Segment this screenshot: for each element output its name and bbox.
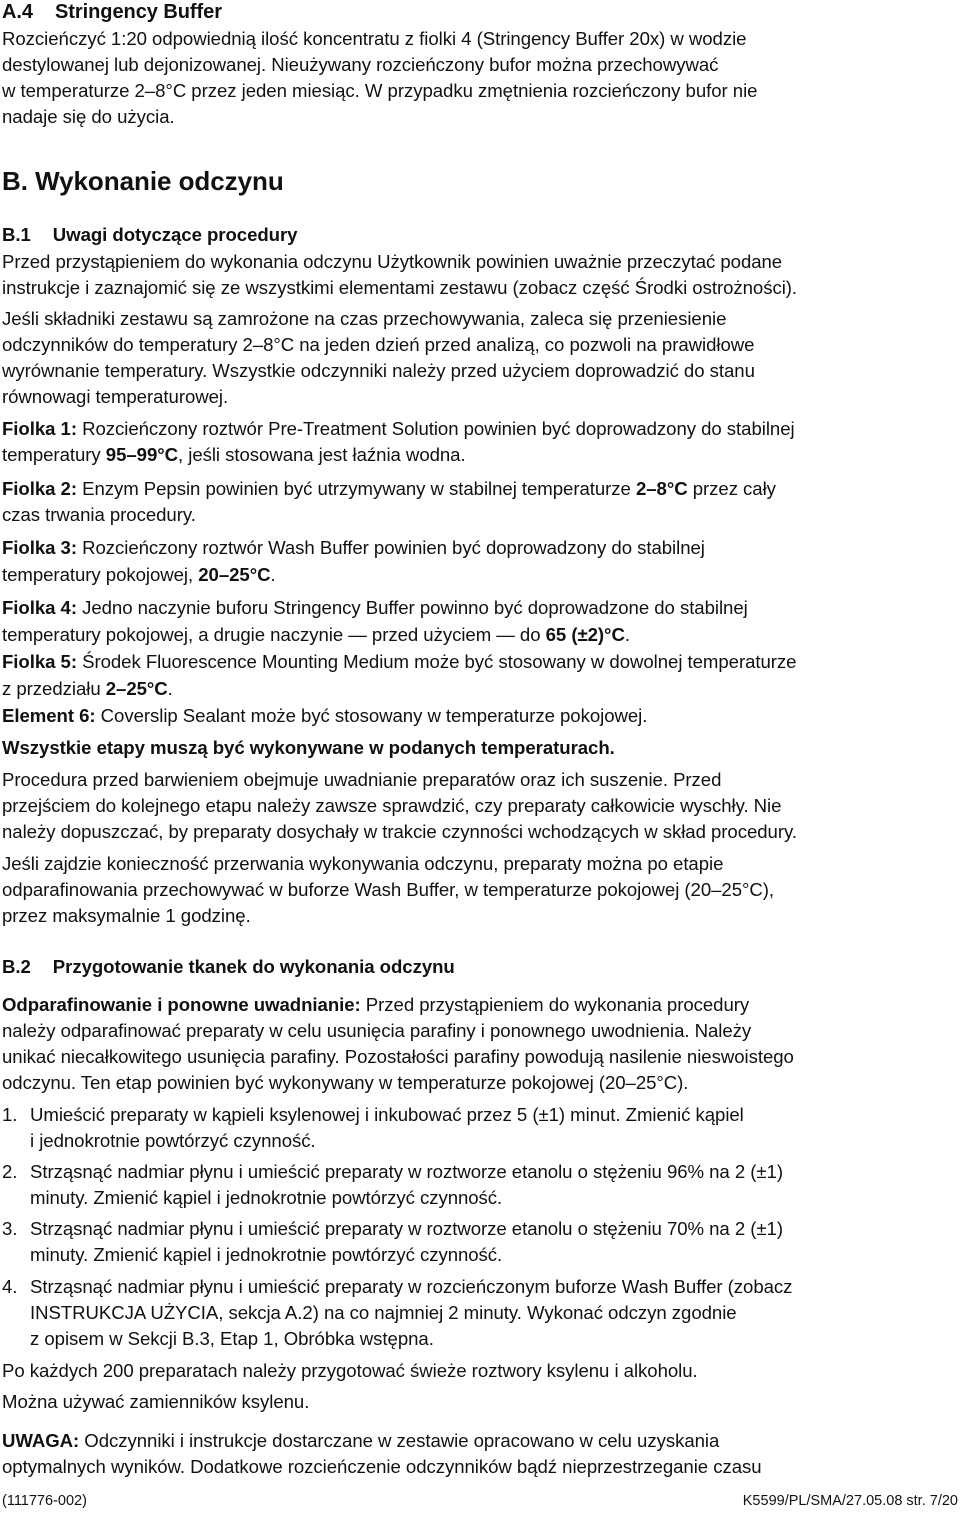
b2-intro-line (2, 994, 749, 1016)
vial-3-line (2, 537, 705, 559)
temperature-value: 65 (±2)°C (545, 624, 625, 645)
paragraph-line: Jeśli zajdzie konieczność przerwania wykonywania odczynu, preparaty można po etapie (2, 853, 724, 874)
element-label: Element 6: (2, 705, 96, 726)
paragraph-line: należy odparafinować preparaty w celu usunięcia parafiny i ponownego uwodnienia. Należy (2, 1020, 752, 1041)
paragraph-line: Po każdych 200 preparatach należy przygotować świeże roztwory ksylenu i alkoholu. (2, 1360, 698, 1381)
vial-text: . (624, 624, 630, 645)
temperature-value: 95–99°C (105, 444, 178, 465)
paragraph-line: nadaje się do użycia. (2, 106, 175, 127)
paragraph-line: destylowanej lub dejonizowanej. Nieużywany rozcieńczony bufor można przechowywać (2, 54, 719, 75)
section-number: B.2 (2, 956, 31, 977)
paragraph-line: wyrównanie temperatury. Wszystkie odczynniki należy przed użyciem doprowadzić do stanu (2, 360, 755, 381)
footer-document-code: (111776-002) (2, 1493, 87, 1509)
footer-page-reference: K5599/PL/SMA/27.05.08 str. 7/20 (742, 1493, 958, 1509)
paragraph-line: Można używać zamienników ksylenu. (2, 1391, 310, 1412)
section-number: B.1 (2, 224, 31, 245)
vial-text: temperatury pokojowej, (2, 564, 199, 585)
section-b-heading: B. Wykonanie odczynu (2, 166, 284, 196)
section-title: Uwagi dotyczące procedury (52, 224, 298, 245)
section-b1-heading (2, 224, 297, 246)
paragraph-line: unikać niecałkowitego usunięcia parafiny. Pozostałości parafiny powodują nasilenie nieswoistego (2, 1046, 794, 1067)
vial-2-line-2: czas trwania procedury. (2, 504, 196, 525)
lead-text: Przed przystąpieniem do wykonania procedury (360, 994, 750, 1015)
note-label: UWAGA: (2, 1430, 80, 1451)
vial-text: Enzym Pepsin powinien być utrzymywany w stabilnej temperaturze (76, 478, 636, 499)
element-6-line (2, 705, 647, 727)
vial-text: . (167, 678, 173, 699)
step-text: z opisem w Sekcji B.3, Etap 1, Obróbka wstępna. (30, 1328, 434, 1349)
temperature-value: 2–25°C (105, 678, 168, 699)
vial-1-line-2 (2, 444, 466, 466)
step-number: 4. (2, 1276, 18, 1297)
vial-label: Fiolka 3: (2, 537, 77, 558)
paragraph-line: instrukcje i zaznajomić się ze wszystkimi elementami zestawu (zobacz część Środki ostrożności). (2, 277, 798, 298)
vial-label: Fiolka 1: (2, 418, 77, 439)
step-text: Strząsnąć nadmiar płynu i umieścić preparaty w rozcieńczonym buforze Wash Buffer (zobacz (30, 1276, 793, 1297)
paragraph-line: równowagi temperaturowej. (2, 386, 229, 407)
vial-text: przez cały (687, 478, 776, 499)
vial-text: Jedno naczynie buforu Stringency Buffer powinno być doprowadzone do stabilnej (76, 597, 748, 618)
vial-text: Rozcieńczony roztwór Pre-Treatment Solution powinien być doprowadzony do stabilnej (76, 418, 795, 439)
step-text: Strząsnąć nadmiar płynu i umieścić preparaty w roztworze etanolu o stężeniu 96% na 2 (±1) (30, 1161, 783, 1182)
section-title: Przygotowanie tkanek do wykonania odczynu (52, 956, 455, 977)
temperature-value: 2–8°C (635, 478, 688, 499)
vial-5-line-2 (2, 678, 173, 700)
step-text: minuty. Zmienić kąpiel i jednokrotnie powtórzyć czynność. (30, 1187, 503, 1208)
element-text: Coverslip Sealant może być stosowany w temperaturze pokojowej. (95, 705, 648, 726)
vial-2-line (2, 478, 776, 500)
paragraph-line: przez maksymalnie 1 godzinę. (2, 905, 251, 926)
step-number: 2. (2, 1161, 18, 1182)
vial-label: Fiolka 4: (2, 597, 77, 618)
paragraph-line: Jeśli składniki zestawu są zamrożone na czas przechowywania, zaleca się przeniesienie (2, 308, 727, 329)
step-number: 3. (2, 1218, 18, 1239)
vial-5-line (2, 651, 796, 673)
paragraph-line: Procedura przed barwieniem obejmuje uwadnianie preparatów oraz ich suszenie. Przed (2, 769, 722, 790)
paragraph-line: odczynników do temperatury 2–8°C na jeden dzień przed analizą, co pozwoli na prawidłowe (2, 334, 755, 355)
section-title: Stringency Buffer (54, 1, 222, 23)
paragraph-line: odczynu. Ten etap powinien być wykonywany w temperaturze pokojowej (20–25°C). (2, 1072, 689, 1093)
vial-3-line-2 (2, 564, 276, 586)
step-text: Umieścić preparaty w kąpieli ksylenowej i inkubować przez 5 (±1) minut. Zmienić kąpiel (30, 1104, 744, 1125)
step-text: INSTRUKCJA UŻYCIA, sekcja A.2) na co najmniej 2 minuty. Wykonać odczyn zgodnie (30, 1302, 737, 1323)
paragraph-line: Rozcieńczyć 1:20 odpowiednią ilość koncentratu z fiolki 4 (Stringency Buffer 20x) w wodzie (2, 28, 747, 49)
vial-text: , jeśli stosowana jest łaźnia wodna. (178, 444, 466, 465)
vial-text: Środek Fluorescence Mounting Medium może być stosowany w dowolnej temperaturze (76, 651, 797, 672)
note-line (2, 1430, 719, 1452)
paragraph-line: należy dopuszczać, by preparaty dosychały w trakcie czynności wchodzących w skład procedury. (2, 821, 797, 842)
paragraph-line: przejściem do kolejnego etapu należy zawsze sprawdzić, czy preparaty całkowicie wyschły. Nie (2, 795, 782, 816)
vial-label: Fiolka 5: (2, 651, 77, 672)
vial-text: z przedziału (2, 678, 106, 699)
section-a4-heading (2, 1, 222, 23)
vial-4-line (2, 597, 748, 619)
vial-text: Rozcieńczony roztwór Wash Buffer powinien być doprowadzony do stabilnej (76, 537, 705, 558)
paragraph-line: Przed przystąpieniem do wykonania odczynu Użytkownik powinien uważnie przeczytać podane (2, 251, 783, 272)
note-text: Odczynniki i instrukcje dostarczane w zestawie opracowano w celu uzyskania (79, 1430, 720, 1451)
step-text: i jednokrotnie powtórzyć czynność. (30, 1130, 316, 1151)
vial-text: temperatury pokojowej, a drugie naczynie — przed użyciem — do (2, 624, 546, 645)
step-text: minuty. Zmienić kąpiel i jednokrotnie powtórzyć czynność. (30, 1244, 503, 1265)
vial-text: . (270, 564, 276, 585)
lead-label: Odparafinowanie i ponowne uwadnianie: (2, 994, 361, 1015)
section-number: A.4 (2, 1, 33, 23)
temperature-value: 20–25°C (198, 564, 271, 585)
paragraph-line: w temperaturze 2–8°C przez jeden miesiąc. W przypadku zmętnienia rozcieńczony bufor nie (2, 80, 758, 101)
vial-label: Fiolka 2: (2, 478, 77, 499)
all-steps-note: Wszystkie etapy muszą być wykonywane w podanych temperaturach. (2, 737, 615, 758)
vial-1-line (2, 418, 795, 440)
step-text: Strząsnąć nadmiar płynu i umieścić preparaty w roztworze etanolu o stężeniu 70% na 2 (±1) (30, 1218, 783, 1239)
vial-text: temperatury (2, 444, 106, 465)
section-b2-heading (2, 956, 455, 978)
step-number: 1. (2, 1104, 18, 1125)
note-line-2: optymalnych wyników. Dodatkowe rozcieńczenie odczynników bądź nieprzestrzeganie czasu (2, 1456, 762, 1477)
vial-4-line-2 (2, 624, 630, 646)
paragraph-line: odparafinowania przechowywać w buforze Wash Buffer, w temperaturze pokojowej (20–25°C), (2, 879, 775, 900)
